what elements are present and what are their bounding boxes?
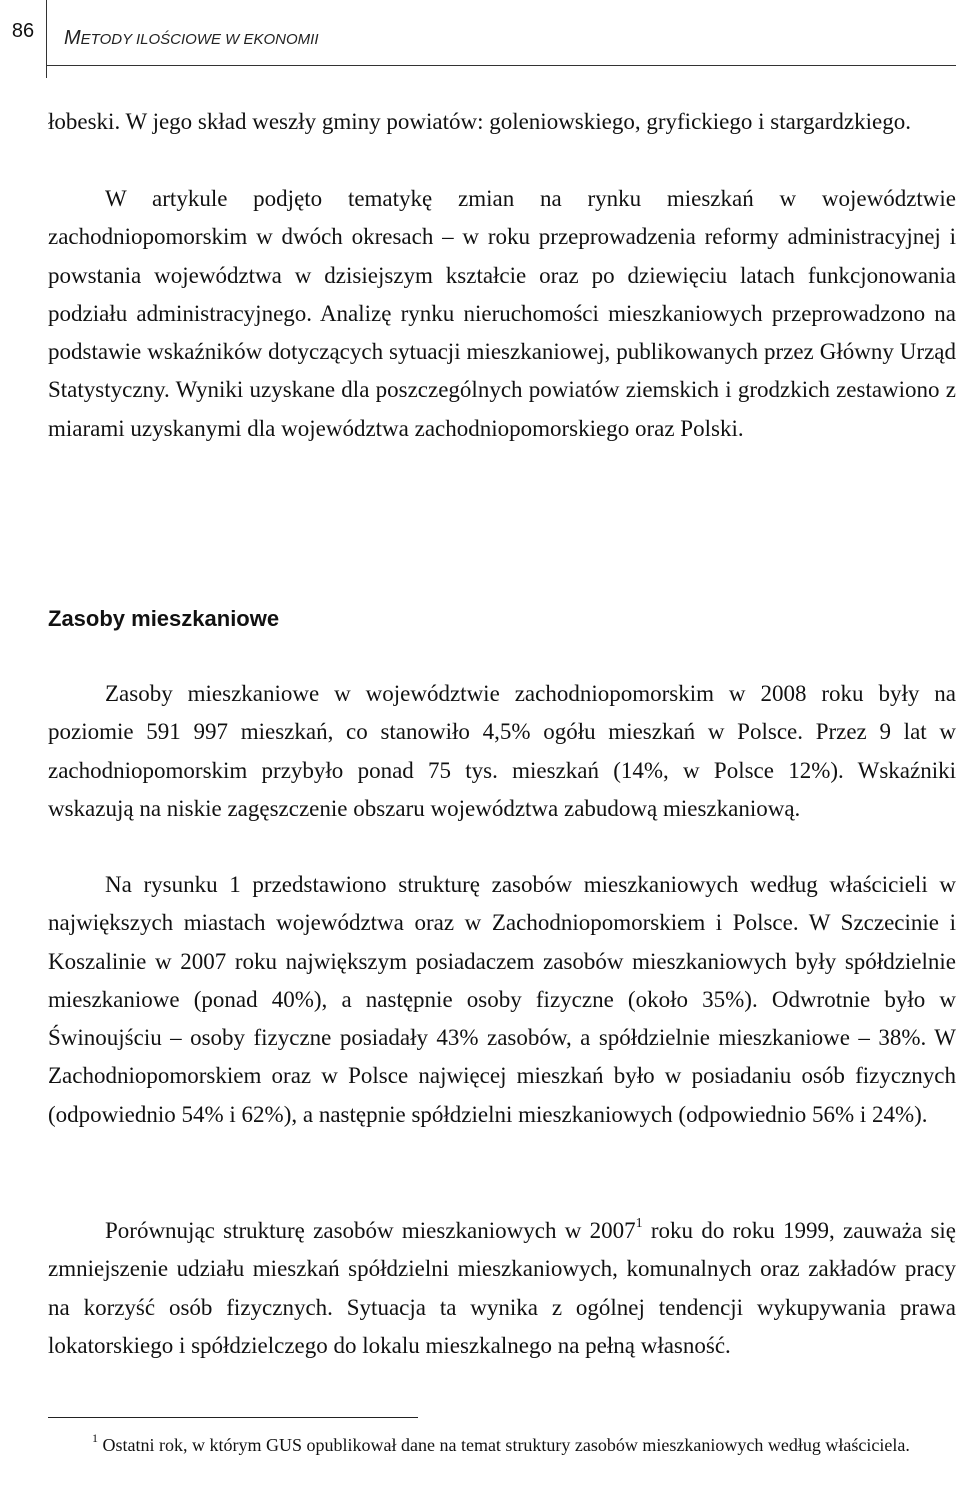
running-title-initial: M [64, 27, 81, 49]
footnote-marker: 1 [92, 1431, 98, 1445]
paragraph-article-scope: W artykule podjęto tematykę zmian na rynku mieszkań w województwie zachodniopomorskim w dwóch okresach – w roku przeprowadzenia reformy administracyjnej i powstania województwa w dzisiejszym kształcie oraz po dziewięciu latach funkcjonowania podziału administracyjnego. Analizę rynku nieruchomości mieszkaniowych przeprowadzono na podstawie wskaźników dotyczących sytuacji mieszkaniowej, publikowanych przez Główny Urząd Statystyczny. Wyniki uzyskane dla poszczególnych powiatów ziemskich i grodzkich zestawiono z miarami uzyskanymi dla województwa zachodniopomorskiego oraz Polski. [48, 186, 956, 441]
running-title-rest: ETODY ILOŚCIOWE W EKONOMII [80, 31, 319, 48]
paragraph-comparison-end: roku do roku 1999, zauważa się zmniejszenie udziału mieszkań spółdzielni mieszkaniowych, komunalnych oraz zakładów pracy na korzyść osób fizycznych. Sytuacja ta wynika z ogólnej tendencji wykupywania prawa lokatorskiego i spółdzielczego do lokalu mieszkalnego na pełną własność. [48, 1218, 956, 1358]
footnote-text: Ostatni rok, w którym GUS opublikował dane na temat struktury zasobów mieszkaniowych według właściciela. [98, 1435, 910, 1455]
header-vertical-rule [46, 0, 47, 78]
page-number: 86 [11, 20, 35, 42]
paragraph-continuation: łobeski. W jego skład weszły gminy powiatów: goleniowskiego, gryfickiego i stargardzkiego. [48, 109, 911, 134]
header-horizontal-rule [46, 65, 956, 66]
paragraph-housing-stock: Zasoby mieszkaniowe w województwie zachodniopomorskim w 2008 roku były na poziomie 591 997 mieszkań, co stanowiło 4,5% ogółu mieszkań w Polsce. Przez 9 lat w zachodniopomorskim przybyło ponad 75 tys. mieszkań (14%, w Polsce 12%). Wskaźniki wskazują na niskie zagęszczenie obszaru województwa zabudową mieszkaniową. [48, 681, 956, 821]
footnote-separator [48, 1417, 418, 1418]
paragraph-ownership-structure: Na rysunku 1 przedstawiono strukturę zasobów mieszkaniowych według właścicieli w największych miastach województwa oraz w Zachodniopomorskiem i Polsce. W Szczecinie i Koszalinie w 2007 roku największym posiadaczem zasobów mieszkaniowych były spółdzielnie mieszkaniowe (ponad 40%), a następnie osoby fizyczne (około 35%). Odwrotnie było w Świnoujściu – osoby fizyczne posiadały 43% zasobów, a spółdzielnie mieszkaniowe – 38%. W Zachodniopomorskiem oraz w Polsce najwięcej mieszkań było w posiadaniu osób fizycznych (odpowiednio 54% i 62%), a następnie spółdzielni mieszkaniowych (odpowiednio 56% i 24%). [48, 872, 956, 1127]
paragraph-comparison [48, 1212, 956, 1365]
running-title [64, 27, 318, 50]
paragraph-comparison-start: Porównując strukturę zasobów mieszkaniowych w 2007 [105, 1218, 636, 1243]
footnote-reference[interactable]: 1 [635, 1216, 643, 1232]
footnote [48, 1432, 956, 1459]
section-heading: Zasoby mieszkaniowe [48, 606, 280, 631]
